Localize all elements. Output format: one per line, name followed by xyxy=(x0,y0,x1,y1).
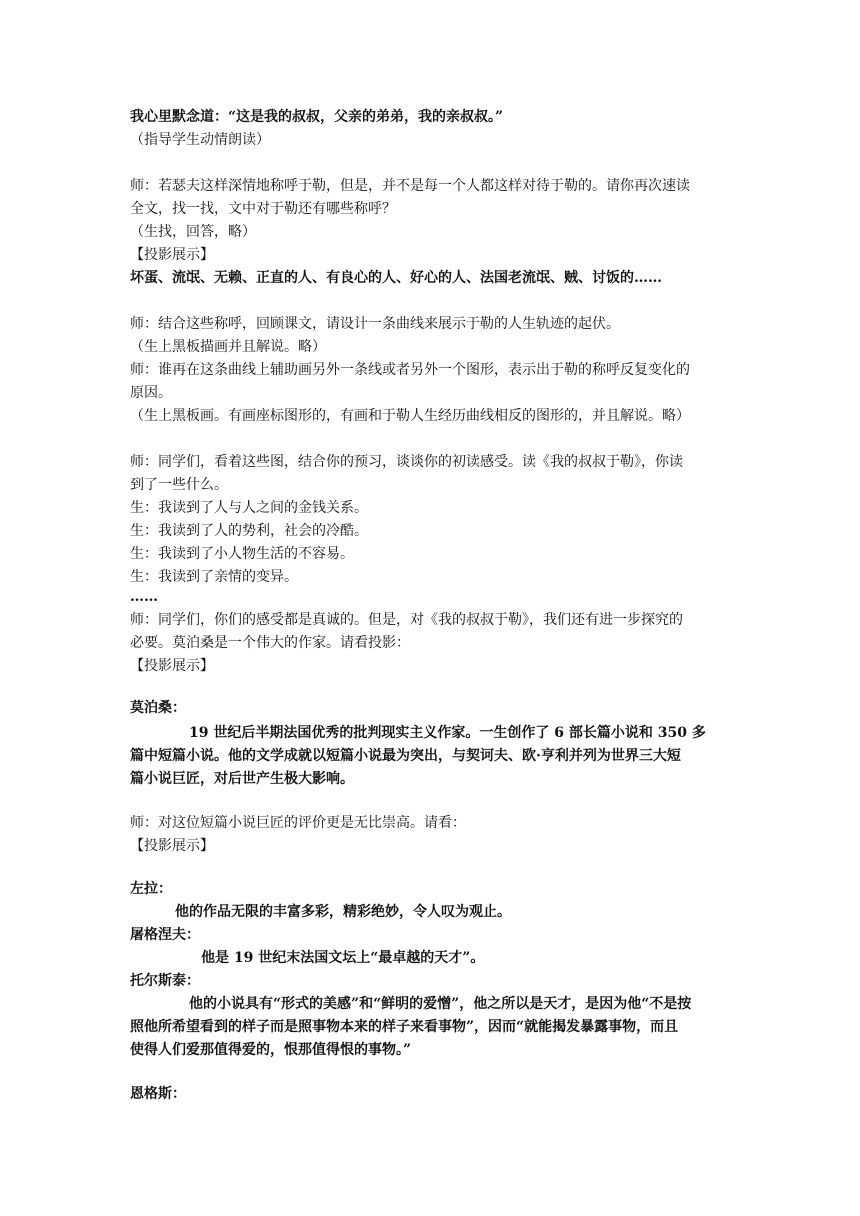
teacher-line: 师：谁再在这条曲线上辅助画另外一条线或者另外一个图形，表示出于勒的称呼反复变化的 xyxy=(130,362,690,378)
teacher-line: 师：同学们，你们的感受都是真诚的。但是，对《我的叔叔于勒》，我们还有进一步探究的 xyxy=(130,612,683,628)
teacher-line: 到了一些什么。 xyxy=(130,477,228,493)
teacher-line: 原因。 xyxy=(130,385,172,401)
names-list: 坏蛋、流氓、无赖、正直的人、有良心的人、好心的人、法国老流氓、贼、讨饭的…… xyxy=(130,270,662,286)
stage-direction: （生上黑板描画并且解说。略） xyxy=(130,339,326,355)
critic-quote: 他的小说具有“形式的美感”和“鲜明的爱憎”，他之所以是天才，是因为他“不是按 xyxy=(189,996,692,1012)
projection-heading: 【投影展示】 xyxy=(130,658,214,674)
student-line: 生：我读到了亲情的变异。 xyxy=(130,569,298,585)
critic-heading: 屠格涅夫： xyxy=(130,927,200,943)
projection-heading: 【投影展示】 xyxy=(130,838,214,854)
teacher-line: 师：同学们，看着这些图，结合你的预习，谈谈你的初读感受。读《我的叔叔于勒》，你读 xyxy=(130,454,683,470)
critic-quote: 他是 19 世纪末法国文坛上“最卓越的天才”。 xyxy=(201,950,485,966)
ellipsis: …… xyxy=(130,589,158,605)
author-heading: 莫泊桑： xyxy=(130,700,186,716)
stage-direction: （指导学生动情朗读） xyxy=(130,132,270,148)
student-line: 生：我读到了小人物生活的不容易。 xyxy=(130,546,354,562)
critic-quote: 照他所希望看到的样子而是照事物本来的样子来看事物”，因而“就能揭发暴露事物，而且 xyxy=(130,1019,679,1035)
teacher-line: 必要。莫泊桑是一个伟大的作家。请看投影： xyxy=(130,635,410,651)
critic-heading: 左拉： xyxy=(130,881,172,897)
projection-heading: 【投影展示】 xyxy=(130,247,214,263)
stage-direction: （生上黑板画。有画座标图形的，有画和于勒人生经历曲线相反的图形的，并且解说。略） xyxy=(130,408,690,424)
teacher-line: 师：结合这些称呼，回顾课文，请设计一条曲线来展示于勒的人生轨迹的起伏。 xyxy=(130,316,620,332)
student-line: 生：我读到了人的势利，社会的冷酷。 xyxy=(130,523,368,539)
bio-line: 19 世纪后半期法国优秀的批判现实主义作家。一生创作了 6 部长篇小说和 350 多 xyxy=(189,725,706,741)
critic-heading: 恩格斯： xyxy=(130,1086,186,1102)
bio-line: 篇小说巨匠，对后世产生极大影响。 xyxy=(130,771,354,787)
teacher-line: 全文，找一找，文中对于勒还有哪些称呼？ xyxy=(130,201,396,217)
student-line: 生：我读到了人与人之间的金钱关系。 xyxy=(130,500,368,516)
critic-heading: 托尔斯泰： xyxy=(130,973,200,989)
teacher-line: 师：若瑟夫这样深情地称呼于勒，但是，并不是每一个人都这样对待于勒的。请你再次速读 xyxy=(130,178,690,194)
critic-quote: 他的作品无限的丰富多彩，精彩绝妙，令人叹为观止。 xyxy=(175,904,511,920)
teacher-line: 师：对这位短篇小说巨匠的评价更是无比崇高。请看： xyxy=(130,815,466,831)
quote-line: 我心里默念道：“这是我的叔叔，父亲的弟弟，我的亲叔叔。” xyxy=(130,109,504,125)
stage-direction: （生找，回答，略） xyxy=(130,224,256,240)
critic-quote: 使得人们爱那值得爱的，恨那值得恨的事物。” xyxy=(130,1042,412,1058)
bio-line: 篇中短篇小说。他的文学成就以短篇小说最为突出，与契诃夫、欧·亨利并列为世界三大短 xyxy=(130,748,681,764)
